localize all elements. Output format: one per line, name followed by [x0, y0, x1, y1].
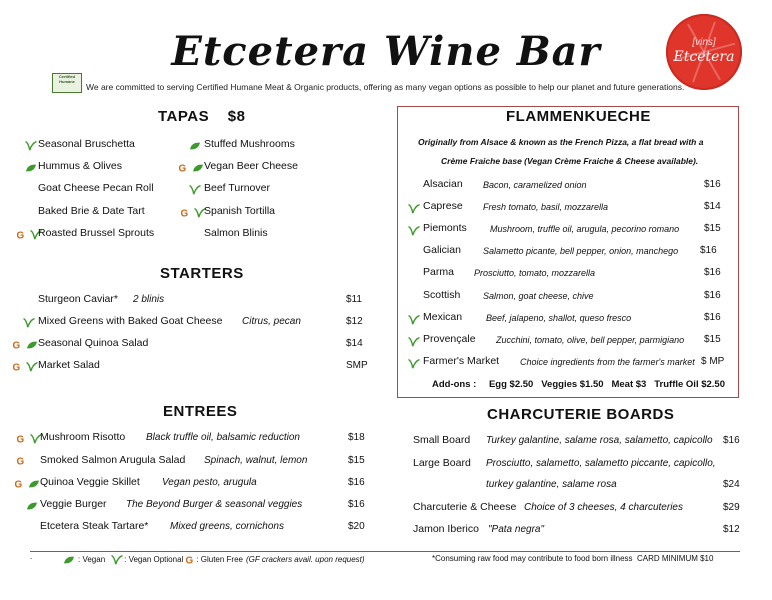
flammen-icons [407, 201, 421, 219]
tapas-item-name: Stuffed Mushrooms [204, 138, 295, 150]
logo [666, 14, 742, 90]
legend-vegan-optional: : Vegan Optional [124, 555, 184, 564]
legend [62, 554, 365, 565]
tapas-item-name: Baked Brie & Date Tart [38, 205, 145, 217]
flammen-icons [407, 312, 421, 330]
flammen-name: Scottish [423, 289, 461, 301]
entree-desc: Spinach, walnut, lemon [204, 455, 308, 466]
charcuterie-name: Large Board [413, 457, 471, 469]
page-title: Etcetera Wine Bar [171, 28, 601, 75]
footer-dot: . [30, 552, 33, 561]
gluten-free-icon [178, 162, 187, 173]
cert-badge-text: Certified Humane [58, 74, 76, 84]
starter-price: $12 [346, 316, 363, 327]
tapas-item-name: Seasonal Bruschetta [38, 138, 135, 150]
flammen-icons [407, 223, 421, 241]
flammen-desc: Zucchini, tomato, olive, bell pepper, parmigiano [496, 335, 685, 345]
vegan-optional-icon [407, 337, 421, 347]
tapas-item-name: Salmon Blinis [204, 227, 268, 239]
starters-heading: STARTERS [160, 265, 244, 282]
flammen-name: Galician [423, 244, 461, 256]
starter-price: $11 [346, 294, 362, 305]
entree-desc: Black truffle oil, balsamic reduction [146, 432, 300, 443]
flammen-icons [407, 334, 421, 352]
vegan-icon [24, 163, 38, 173]
commitment-statement: We are committed to serving Certified Humane Meat & Organic products, offering as many vegan options as possible to help our planet and future generations. [86, 82, 685, 92]
entree-icons [25, 498, 39, 516]
flammen-name: Alsacian [423, 178, 463, 190]
starter-name: Mixed Greens with Baked Goat Cheese [38, 315, 223, 327]
flammen-desc: Bacon, caramelized onion [483, 180, 587, 190]
flammen-desc: Mushroom, truffle oil, arugula, pecorino romano [490, 224, 680, 234]
flammen-price: $16 [704, 179, 721, 190]
charcuterie-desc: Prosciutto, salametto, salametto piccante, capicollo, [486, 458, 716, 469]
flammen-price: $16 [704, 312, 721, 323]
flammen-name: Provençale [423, 333, 476, 345]
starter-price: SMP [346, 360, 368, 371]
starter-icons [12, 359, 39, 377]
vegan-optional-icon [407, 204, 421, 214]
flammenkueche-intro: Originally from Alsace & known as the French Pizza, a flat bread with a [418, 137, 704, 147]
addons-label: Add-ons : [432, 379, 477, 390]
flammen-name: Piemonts [423, 222, 467, 234]
flammen-name: Caprese [423, 200, 463, 212]
flammen-name: Mexican [423, 311, 463, 323]
entree-name: Veggie Burger [40, 498, 107, 510]
gluten-free-icon [16, 433, 25, 444]
tapas-item [188, 138, 202, 156]
flammen-price: $15 [704, 223, 721, 234]
entree-icons [14, 476, 41, 494]
vegan-optional-icon [22, 318, 36, 328]
tapas-item-name: Beef Turnover [204, 182, 270, 194]
gluten-free-icon [14, 478, 23, 489]
gluten-free-icon [180, 207, 189, 218]
vegan-icon [188, 141, 202, 151]
entree-desc: Vegan pesto, arugula [162, 477, 257, 488]
tapas-item [24, 138, 38, 156]
charcuterie-heading: CHARCUTERIE BOARDS [487, 406, 675, 423]
flammen-icons [407, 356, 421, 374]
flammen-addons [432, 379, 725, 390]
entrees-heading: ENTREES [163, 403, 238, 420]
starter-desc: Citrus, pecan [242, 316, 301, 327]
flammen-price: $15 [704, 334, 721, 345]
entree-price: $16 [348, 499, 365, 510]
gluten-free-icon [16, 455, 25, 466]
vegan-optional-icon [110, 555, 124, 565]
entree-price: $15 [348, 455, 365, 466]
starter-name: Seasonal Quinoa Salad [38, 337, 149, 349]
starter-desc: 2 blinis [133, 294, 165, 305]
flammen-desc: Fresh tomato, basil, mozzarella [483, 202, 609, 212]
tapas-heading [158, 108, 245, 125]
flammen-price: $16 [700, 245, 717, 256]
entree-price: $20 [348, 521, 365, 532]
vegan-icon [62, 555, 76, 565]
starter-icons [12, 337, 39, 355]
flammen-price: $16 [704, 290, 721, 301]
tapas-item [188, 182, 202, 200]
vegan-optional-icon [407, 226, 421, 236]
starter-name: Market Salad [38, 359, 100, 371]
legend-gluten-free: : Gluten Free [196, 555, 243, 564]
legend-vegan: : Vegan [78, 555, 106, 564]
logo-subtext: [vins] [692, 37, 716, 48]
flammenkueche-intro: Crème Fraiche base (Vegan Crème Fraiche & Cheese available). [441, 156, 699, 166]
tapas-item-name: Roasted Brussel Sprouts [38, 227, 155, 239]
charcuterie-price: $24 [723, 479, 740, 490]
tapas-item [24, 160, 38, 178]
vegan-optional-icon [407, 359, 421, 369]
disclaimer: *Consuming raw food may contribute to food born illness CARD MINIMUM $10 [432, 554, 714, 563]
entree-desc: Mixed greens, cornichons [170, 521, 284, 532]
flammenkueche-heading: FLAMMENKUECHE [506, 108, 651, 125]
tapas-title: TAPAS [158, 108, 210, 125]
flammen-desc: Salametto picante, bell pepper, onion, manchego [483, 246, 679, 256]
charcuterie-desc: "Pata negra" [488, 524, 545, 535]
flammen-desc: Choice ingredients from the farmer's market [520, 357, 695, 367]
vegan-optional-icon [188, 185, 202, 195]
tapas-price: $8 [227, 108, 246, 125]
tapas-item [178, 160, 205, 178]
flammen-desc: Beef, jalapeno, shallot, queso fresco [486, 313, 632, 323]
charcuterie-name: Charcuterie & Cheese [413, 501, 517, 513]
charcuterie-desc: turkey galantine, salame rosa [486, 479, 617, 490]
flammen-price: $16 [704, 267, 721, 278]
gluten-free-icon [185, 554, 194, 565]
charcuterie-name: Jamon Iberico [413, 523, 479, 535]
vegan-optional-icon [24, 141, 38, 151]
charcuterie-price: $16 [723, 435, 740, 446]
starter-price: $14 [346, 338, 363, 349]
entree-name: Mushroom Risotto [40, 431, 126, 443]
starter-icons [22, 315, 36, 333]
tapas-item-name: Vegan Beer Cheese [204, 160, 298, 172]
flammen-name: Farmer's Market [423, 355, 500, 367]
tapas-item-name: Goat Cheese Pecan Roll [38, 182, 154, 194]
flammen-price: $ MP [701, 356, 725, 367]
gluten-free-icon [12, 361, 21, 372]
gluten-free-icon [12, 339, 21, 350]
flammen-name: Parma [423, 266, 454, 278]
charcuterie-price: $12 [723, 524, 740, 535]
tapas-item-name: Hummus & Olives [38, 160, 123, 172]
charcuterie-desc: Choice of 3 cheeses, 4 charcuteries [524, 502, 683, 513]
entree-name: Quinoa Veggie Skillet [40, 476, 140, 488]
charcuterie-name: Small Board [413, 434, 471, 446]
entree-desc: The Beyond Burger & seasonal veggies [126, 499, 303, 510]
addons-list: Egg $2.50 Veggies $1.50 Meat $3 Truffle Oil $2.50 [488, 379, 725, 390]
vegan-optional-icon [407, 315, 421, 325]
flammen-desc: Prosciutto, tomato, mozzarella [474, 268, 596, 278]
charcuterie-price: $29 [723, 502, 740, 513]
entree-name: Smoked Salmon Arugula Salad [40, 454, 186, 466]
flammen-desc: Salmon, goat cheese, chive [483, 291, 594, 301]
entree-price: $18 [348, 432, 365, 443]
entree-icons [16, 453, 25, 471]
vegan-icon [25, 501, 39, 511]
entree-price: $16 [348, 477, 365, 488]
legend-gf-note: (GF crackers avail. upon request) [245, 555, 365, 564]
charcuterie-desc: Turkey galantine, salame rosa, salametto, capicollo [486, 435, 713, 446]
logo-text: Etcetera [673, 49, 735, 65]
starter-name: Sturgeon Caviar* [38, 293, 118, 305]
flammen-price: $14 [704, 201, 721, 212]
certified-humane-badge [52, 73, 82, 93]
gluten-free-icon [16, 229, 25, 240]
tapas-item-name: Spanish Tortilla [204, 205, 276, 217]
footer-divider [30, 551, 740, 552]
entree-name: Etcetera Steak Tartare* [40, 520, 149, 532]
